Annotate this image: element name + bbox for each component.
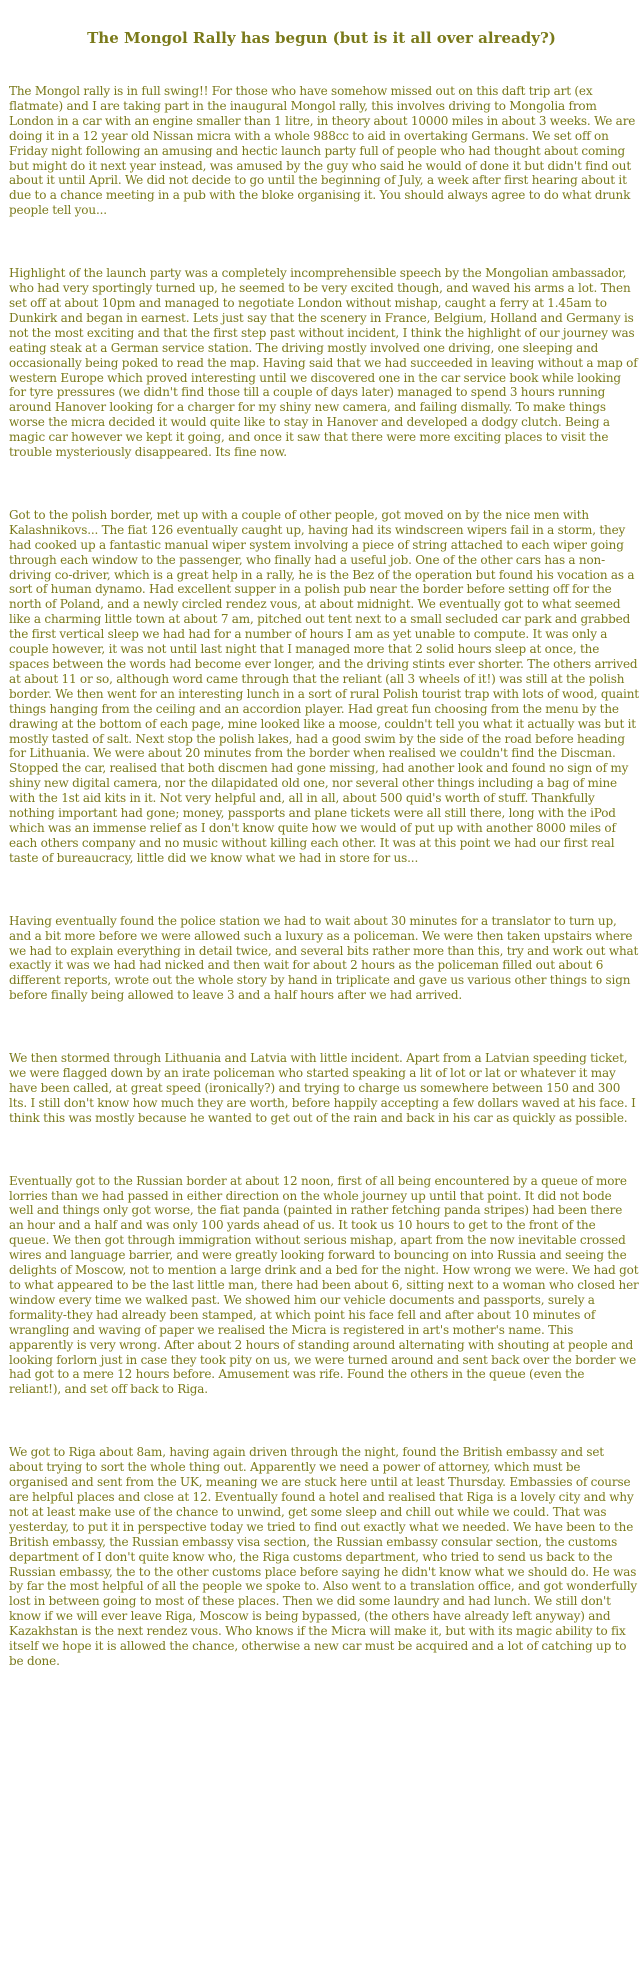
article-paragraph-6: Eventually got to the Russian border at about 12 noon, first of all being encountered by a queue of more lorries than we had passed in either direction on the whole journey up until that point. It did not bode well and things only got worse, the fiat panda (painted in rather fetching panda stripes) had been there an hour and a half and was only 100 yards ahead of us. It took us 10 hours to get to the front of the queue. We then got through immigration without serious mishap, apart from the now inevitable crossed wires and language barrier, and were greatly looking forward to bouncing on into Russia and seeing the delights of Moscow, not to mention a large drink and a bed for the night. How wrong we were. We had got to what appeared to be the last little man, there had been about 6, sitting next to a woman who closed her window every time we walked past. We showed him our vehicle documents and passports, surely a formality-they had already been stamped, at which point his face fell and after about 10 minutes of wrangling and waving of paper we realised the Micra is registered in art's mother's name. This apparently is very wrong. After about 2 hours of standing around alternating with shouting at people and looking forlorn just in case they took pity on us, we were turned around and sent back over the border we had got to a mere 12 hours before. Amusement was rife. Found the others in the queue (even the reliant!), and set off back to Riga. [9,1173,639,1397]
article-body [9,84,639,1717]
article-paragraph-3: Got to the polish border, met up with a couple of other people, got moved on by the nice men with Kalashnikovs... The fiat 126 eventually caught up, having had its windscreen wipers fail in a storm, they had cooked up a fantastic manual wiper system involving a piece of string attached to each wiper going through each window to the passenger, who finally had a useful job. One of the other cars has a non-driving co-driver, which is a great help in a rally, he is the Bez of the operation but found his vocation as a sort of human dynamo. Had excellent supper in a polish pub near the border before setting off for the north of Poland, and a newly circled rendez vous, at about midnight. We eventually got to what seemed like a charming little town at about 7 am, pitched out tent next to a small secluded car park and grabbed the first vertical sleep we had had for a number of hours I am as yet unable to compute. It was only a couple however, it was not until last night that I managed more that 2 solid hours sleep at once, the spaces between the words had become ever longer, and the driving stints ever shorter. The others arrived at about 11 or so, although word came through that the reliant (all 3 wheels of it!) was still at the polish border. We then went for an interesting lunch in a sort of rural Polish tourist trap with lots of wood, quaint things hanging from the ceiling and an accordion player. Had great fun choosing from the menu by the drawing at the bottom of each page, mine looked like a moose, couldn't tell you what it actually was but it mostly tasted of salt. Next stop the polish lakes, had a good swim by the side of the road before heading for Lithuania. We were about 20 minutes from the border when realised we couldn't find the Discman. Stopped the car, realised that both discmen had gone missing, had another look and found no sign of my shiny new digital camera, nor the dilapidated old one, nor several other things including a bag of mine with the 1st aid kits in it. Not very helpful and, all in all, about 500 quid's worth of stuff. Thankfully nothing important had gone; money, passports and plane tickets were all still there, long with the iPod which was an immense relief as I don't know quite how we would of put up with another 8000 miles of each others company and no music without killing each other. It was at this point we had our first real taste of bureaucracy, little did we know what we had in store for us... [9,507,639,865]
article-paragraph-7: We got to Riga about 8am, having again driven through the night, found the British embassy and set about trying to sort the whole thing out. Apparently we need a power of attorney, which must be organised and sent from the UK, meaning we are stuck here until at least Thursday. Embassies of course are helpful places and close at 12. Eventually found a hotel and realised that Riga is a lovely city and why not at least make use of the chance to unwind, get some sleep and chill out while we could. That was yesterday, to put it in perspective today we tried to find out exactly what we needed. We have been to the British embassy, the Russian embassy visa section, the Russian embassy consular section, the customs department of I don't quite know who, the Riga customs department, who tried to send us back to the Russian embassy, the to the other customs place before saying he didn't know what we should do. He was by far the most helpful of all the people we spoke to. Also went to a translation office, and got wonderfully lost in between going to most of these places. Then we did some laundry and had lunch. We still don't know if we will ever leave Riga, Moscow is being bypassed, (the others have already left anyway) and Kazakhstan is the next rendez vous. Who knows if the Micra will make it, but with its magic ability to fix itself we hope it is allowed the chance, otherwise a new car must be acquired and a lot of catching up to be done. [9,1445,638,1668]
article-paragraph-4: Having eventually found the police station we had to wait about 30 minutes for a translator to turn up, and a bit more before we were allowed such a luxury as a policeman. We were then taken upstairs where we had to explain everything in detail twice, and several bits rather more than this, try and work out what exactly it was we had had nicked and then wait for about 2 hours as the policeman filled out about 6 different reports, wrote out the whole story by hand in triplicate and gave us various other things to sign before finally being allowed to leave 3 and a half hours after we had arrived. [9,913,639,1003]
article-paragraph-5: We then stormed through Lithuania and Latvia with little incident. Apart from a Latvian speeding ticket, we were flagged down by an irate policeman who started speaking a lit of lot or lat or whatever it may have been called, at great speed (ironically?) and trying to charge us somewhere between 150 and 300 lts. I still don't know how much they are worth, before happily accepting a few dollars waved at his face. I think this was mostly because he wanted to get out of the rain and back in his car as quickly as possible. [9,1051,636,1125]
article-paragraph-1: The Mongol rally is in full swing!! For those who have somehow missed out on this daft trip art (ex flatmate) and I are taking part in the inaugural Mongol rally, this involves driving to Mongolia from London in a car with an engine smaller than 1 litre, in theory about 10000 miles in about 3 weeks. We are doing it in a 12 year old Nissan micra with a whole 988cc to aid in overtaking Germans. We set off on Friday night following an amusing and hectic launch party full of people who had thought about coming but might do it next year instead, was amused by the guy who said he would of done it but didn't find out about it until April. We did not decide to go until the beginning of July, a week after first hearing about it due to a chance meeting in a pub with the bloke organising it. You should always agree to do what drunk people tell you... [9,84,636,218]
article-title: The Mongol Rally has begun (but is it all over already?) [87,29,556,47]
article-paragraph-2: Highlight of the launch party was a completely incomprehensible speech by the Mongolian ambassador, who had very sportingly turned up, he seemed to be very excited though, and waved his arms a lot. Then set off at about 10pm and managed to negotiate London without mishap, caught a ferry at 1.45am to Dunkirk and began in earnest. Lets just say that the scenery in France, Belgium, Holland and Germany is not the most exciting and that the first step past without incident, I think the highlight of our journey was eating steak at a German service station. The driving mostly involved one driving, one sleeping and occasionally being poked to read the map. Having said that we had succeeded in leaving without a map of western Europe which proved interesting until we discovered one in the car service book while looking for tyre pressures (we didn't find those till a couple of days later) managed to spend 3 hours running around Hanover looking for a charger for my shiny new camera, and failing dismally. To make things worse the micra decided it would quite like to stay in Hanover and developed a dodgy clutch. Being a magic car however we kept it going, and once it saw that there were more exciting places to visit the trouble mysteriously disappeared. Its fine now. [9,266,638,460]
